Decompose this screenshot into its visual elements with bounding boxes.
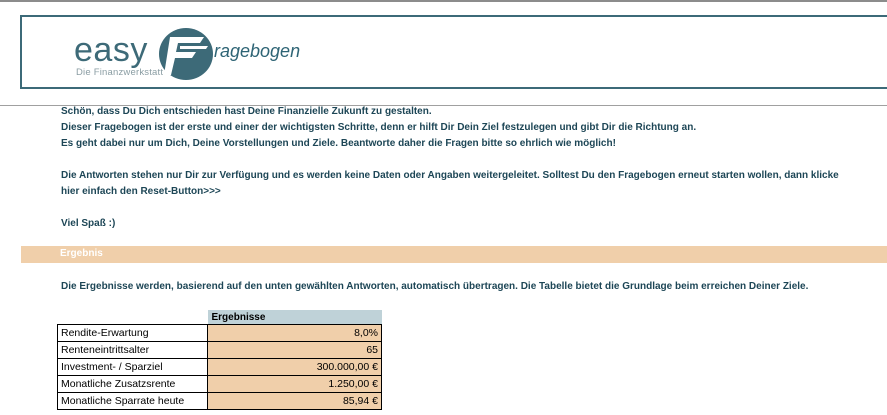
- logo-f-mark-icon: [156, 25, 216, 83]
- table-row: [58, 376, 382, 393]
- row-label: Rendite-Erwartung: [58, 325, 208, 342]
- logo-easy-text: easy: [74, 31, 148, 69]
- row-label: Renteneintrittsalter: [58, 342, 208, 359]
- logo-fragebogen-text: ragebogen: [214, 41, 301, 61]
- table-corner: [58, 310, 208, 325]
- table-row: [58, 393, 382, 410]
- intro-line: Viel Spaß :): [61, 218, 116, 229]
- logo-tagline: Die Finanzwerkstatt: [76, 67, 164, 78]
- row-value[interactable]: 300.000,00 €: [208, 359, 382, 376]
- row-value[interactable]: 65: [208, 342, 382, 359]
- intro-line: Die Antworten stehen nur Dir zur Verfügung und es werden keine Daten oder Angaben weitergeleitet. Solltest Du den Fragebogen erneut starten wollen, dann klicke: [61, 170, 839, 181]
- section-header-ergebnis: [21, 246, 887, 263]
- row-value[interactable]: 1.250,00 €: [208, 376, 382, 393]
- row-label: Monatliche Zusatzsrente: [58, 376, 208, 393]
- intro-line: Schön, dass Du Dich entschieden hast Deine Finanzielle Zukunft zu gestalten.: [61, 106, 432, 117]
- top-divider: [0, 0, 887, 2]
- row-label: Investment- / Sparziel: [58, 359, 208, 376]
- intro-line: Es geht dabei nur um Dich, Deine Vorstellungen und Ziele. Beantworte daher die Fragen bitte so ehrlich wie möglich!: [61, 138, 616, 149]
- section-title: Ergebnis: [60, 248, 103, 259]
- table-row: [58, 325, 382, 342]
- header-banner: [20, 15, 887, 89]
- results-description: Die Ergebnisse werden, basierend auf den unten gewählten Antworten, automatisch übertragen. Die Tabelle bietet die Grundlage beim erreichen Deiner Ziele.: [61, 281, 809, 292]
- row-value[interactable]: 85,94 €: [208, 393, 382, 410]
- table-header: Ergebnisse: [208, 310, 382, 325]
- intro-text: [61, 104, 881, 232]
- intro-line: Dieser Fragebogen ist der erste und einer der wichtigsten Schritte, denn er hilft Dir Dein Ziel festzulegen und gibt Dir die Richtung an.: [61, 122, 697, 133]
- row-label: Monatliche Sparrate heute: [58, 393, 208, 410]
- row-value[interactable]: 8,0%: [208, 325, 382, 342]
- results-table: [57, 310, 382, 410]
- intro-line: hier einfach den Reset-Button>>>: [61, 186, 221, 197]
- table-row: [58, 342, 382, 359]
- table-row: [58, 359, 382, 376]
